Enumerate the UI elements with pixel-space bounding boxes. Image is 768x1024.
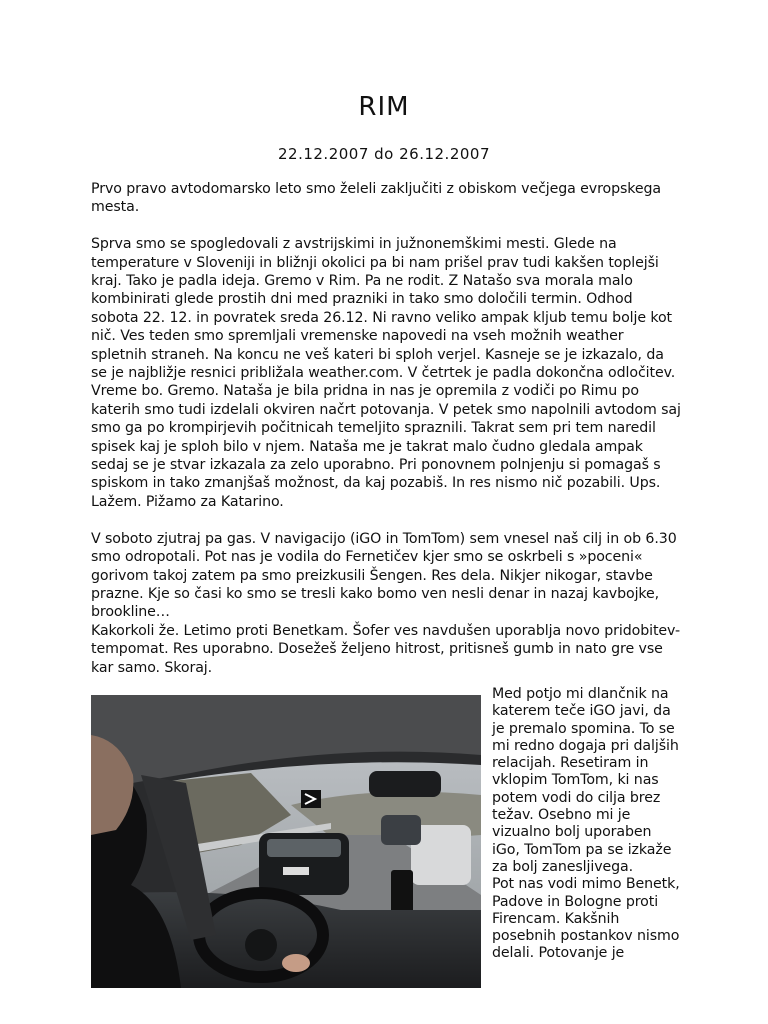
- side-line: delali. Potovanje je: [492, 945, 625, 962]
- side-line: mi redno dogaja pri daljših: [492, 737, 679, 754]
- side-line: težav. Osebno mi je: [492, 807, 631, 824]
- side-line: potem vodi do cilja brez: [492, 789, 661, 806]
- side-line: za bolj zanesljivega.: [492, 858, 634, 875]
- side-line: katerem teče iGO javi, da: [492, 703, 671, 720]
- side-line: Pot nas vodi mimo Benetk,: [492, 876, 680, 893]
- side-text: [492, 686, 692, 963]
- car-interior-photo: [91, 695, 481, 988]
- paragraph-driving: Kakorkoli že. Letimo proti Benetkam. Šofer ves navdušen uporablja novo pridobitev- tempomat. Res uporabno. Dosežeš željeno hitrost, pritisneš gumb in nato gre vse kar samo. Skoraj.: [91, 622, 680, 676]
- paragraph-planning: Sprva smo se spogledovali z avstrijskimi in južnonemškimi mesti. Glede na temperature v Sloveniji in bližnji okolici pa bi nam prišel prav tudi kakšen toplejši kraj. Tako je padla ideja. Gremo v Rim. Pa ne rodit. Z Natašo sva morala malo kombinirati glede prostih dni med prazniki in tako smo določili termin. Odhod sobota 22. 12. in povratek sreda 26.12. Ni ravno veliko ampak kljub temu bolje kot nič. Ves teden smo spremljali vremenske napovedi na vseh možnih weather spletnih straneh. Na koncu ne veš kateri bi sploh verjel. Kasneje se je izkazalo, da se je najbližje resnici približala weather.com. V četrtek je padla dokončna odločitev. Vreme bo. Gremo. Nataša je bila pridna in nas je opremila z vodiči po Rimu po katerih smo tudi izdelali okviren načrt potovanja. V petek smo napolnili avtodom saj smo ga po krompirjevih počitnicah temeljito spraznili. Takrat sem pri tem naredil spisek kaj je sploh bilo v njem. Nataša me je takrat malo čudno gledala ampak sedaj se je stvar izkazala za zelo uporabno. Pri ponovnem polnjenju si pomagaš s spiskom in tako zmanjšaš možnost, da kaj pozabiš. In res nismo nič pozabili. Ups. Lažem. Pižamo za Katarino.: [91, 236, 681, 510]
- paragraph-departure: V soboto zjutraj pa gas. V navigacijo (iGO in TomTom) sem vnesel naš cilj in ob 6.30 smo odropotali. Pot nas je vodila do Fernetičev kjer smo se oskrbeli s »poceni« gorivom takoj zatem pa smo preizkusili Šengen. Res dela. Nikjer nikogar, stavbe prazne. Kje so časi ko smo se tresli kako bomo ven nesli denar in nazaj kavbojke, brookline…: [91, 530, 677, 621]
- trip-dates: 22.12.2007 do 26.12.2007: [277, 145, 490, 163]
- side-line: relacijah. Resetiram in: [492, 755, 649, 772]
- side-line: posebnih postankov nismo: [492, 928, 680, 945]
- side-line: iGo, TomTom pa se izkaže: [492, 841, 672, 858]
- side-line: vklopim TomTom, ki nas: [492, 772, 659, 789]
- side-line: Firencam. Kakšnih: [492, 910, 620, 927]
- side-line: je premalo spomina. To se: [492, 720, 675, 737]
- page-title: RIM: [358, 92, 410, 122]
- article-body: [91, 180, 681, 677]
- side-line: Med potjo mi dlančnik na: [492, 686, 669, 702]
- side-line: Padove in Bologne proti: [492, 893, 659, 910]
- paragraph-intro: Prvo pravo avtodomarsko leto smo želeli zaključiti z obiskom večjega evropskega mesta.: [91, 181, 662, 216]
- side-line: vizualno bolj uporaben: [492, 824, 652, 841]
